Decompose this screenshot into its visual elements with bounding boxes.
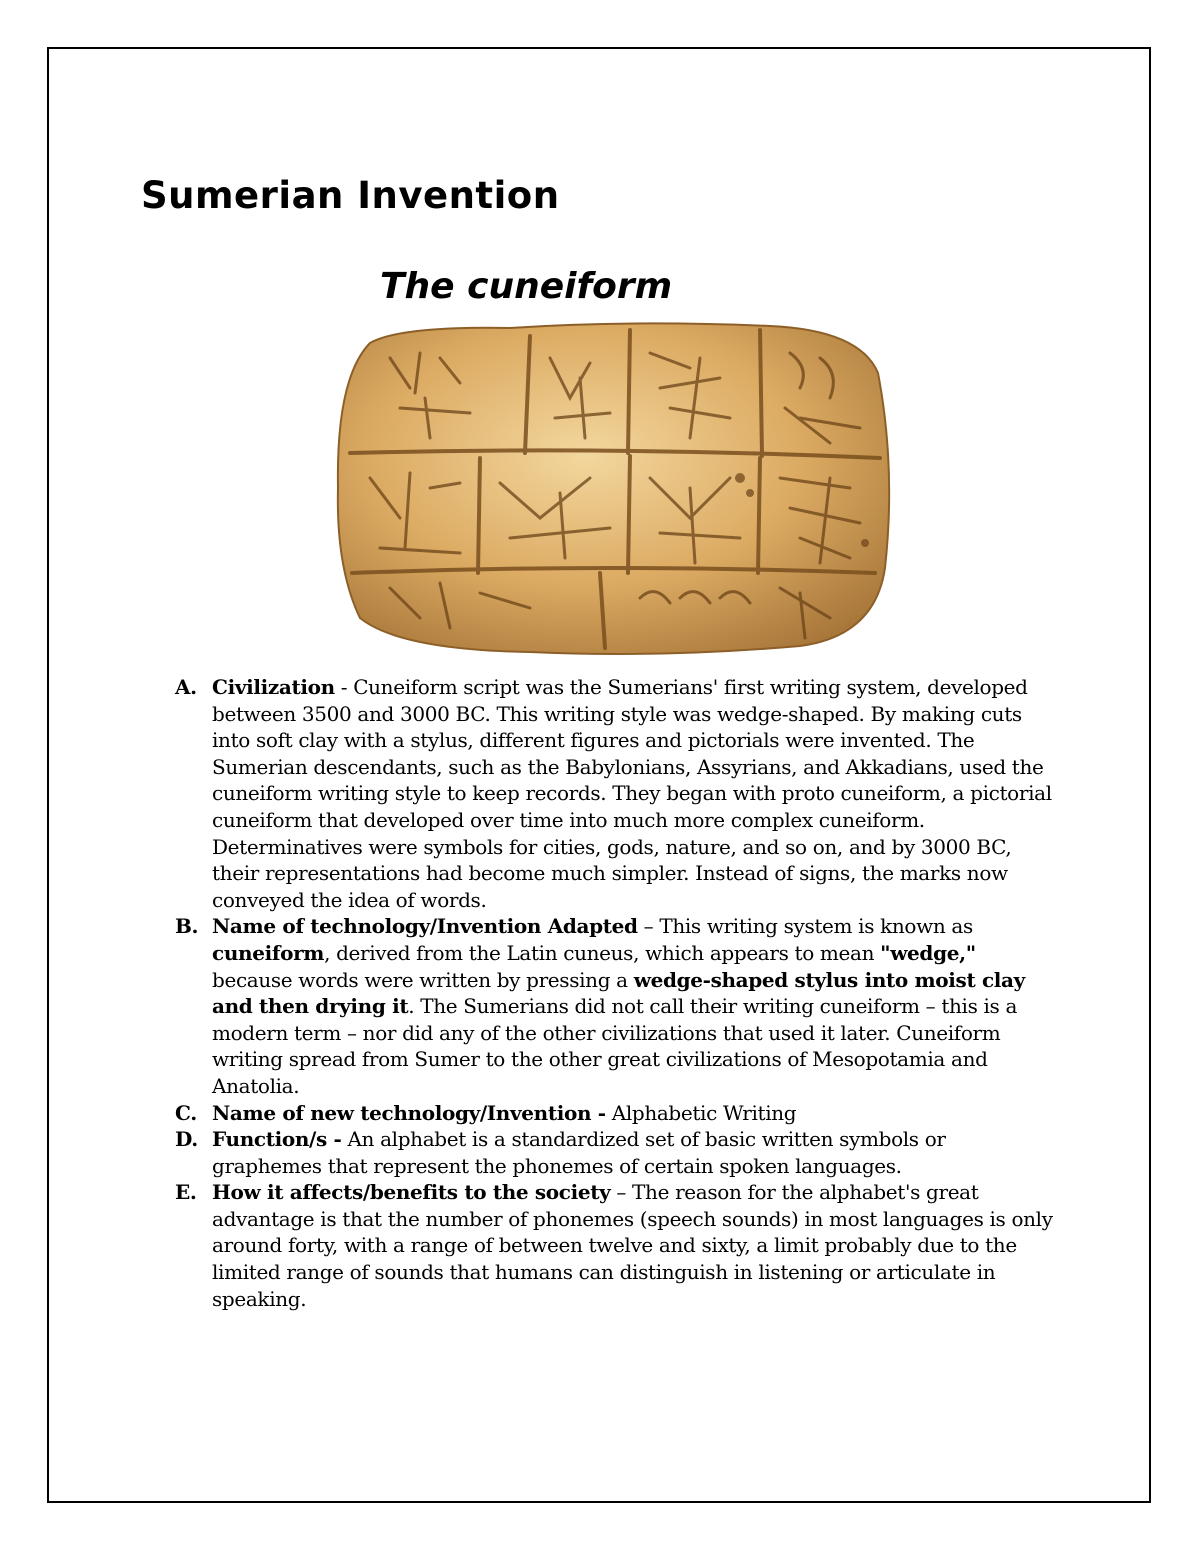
item-text: – This writing system is known as (637, 914, 973, 939)
item-emphasis: wedge-shaped stylus into moist clay and then drying it (212, 967, 1025, 1019)
list-item-civilization (175, 674, 1055, 913)
item-heading: Name of technology/Invention Adapted (212, 914, 638, 939)
item-text: An alphabet is a standardized set of basic written symbols or graphemes that represent the phonemes of certain spoken languages. (212, 1127, 946, 1178)
item-heading: How it affects/benefits to the society (212, 1180, 611, 1205)
item-heading: Name of new technology/Invention - (212, 1100, 606, 1125)
item-heading: Civilization (212, 675, 335, 699)
item-text: – The reason for the alphabet's great advantage is that the number of phonemes (speech sounds) in most languages is only around forty, with a range of between twelve and sixty, a limit probably due to the limited range of sounds that humans can distinguish in listening or articulate in speaking. (212, 1180, 1053, 1311)
list-item-society-benefits (175, 1179, 1055, 1312)
list-marker: C. (175, 1100, 197, 1125)
item-text: - Cuneiform script was the Sumerians' first writing system, developed between 3500 and 3000 BC. This writing style was wedge-shaped. By making cuts into soft clay with a stylus, different figures and pictorials were invented. The Sumerian descendants, such as the Babylonians, Assyrians, and Akkadians, used the cuneiform writing style to keep records. They began with proto cuneiform, a pictorial cuneiform that developed over time into much more complex cuneiform. Determinatives were symbols for cities, gods, nature, and so on, and by 3000 BC, their representations had become much simpler. Instead of signs, the marks now conveyed the idea of words. (212, 675, 1052, 912)
item-text: . The Sumerians did not call their writing cuneiform – this is a modern term – nor did any of the other civilizations that used it later. Cuneiform writing spread from Sumer to the other great civilizations of Mesopotamia and Anatolia. (212, 994, 1018, 1098)
list-marker: E. (175, 1180, 197, 1205)
list-marker: A. (175, 675, 197, 699)
list-item-technology-adapted (175, 913, 1055, 1099)
item-heading: Function/s - (212, 1127, 342, 1152)
list-item-new-technology (175, 1100, 1055, 1127)
document-title: Sumerian Invention (141, 174, 560, 217)
item-emphasis: cuneiform (212, 940, 325, 965)
item-text: Alphabetic Writing (605, 1100, 797, 1125)
list-marker: B. (175, 914, 199, 939)
list-marker: D. (175, 1127, 198, 1152)
item-text: because words were written by pressing a (212, 967, 634, 992)
cuneiform-tablet-image (330, 318, 895, 660)
item-text: , derived from the Latin cuneus, which appears to mean (324, 940, 881, 965)
document-subtitle: The cuneiform (380, 266, 673, 307)
list-item-functions (175, 1126, 1055, 1179)
item-emphasis: "wedge," (880, 940, 976, 965)
invention-details-list (175, 674, 1055, 1312)
